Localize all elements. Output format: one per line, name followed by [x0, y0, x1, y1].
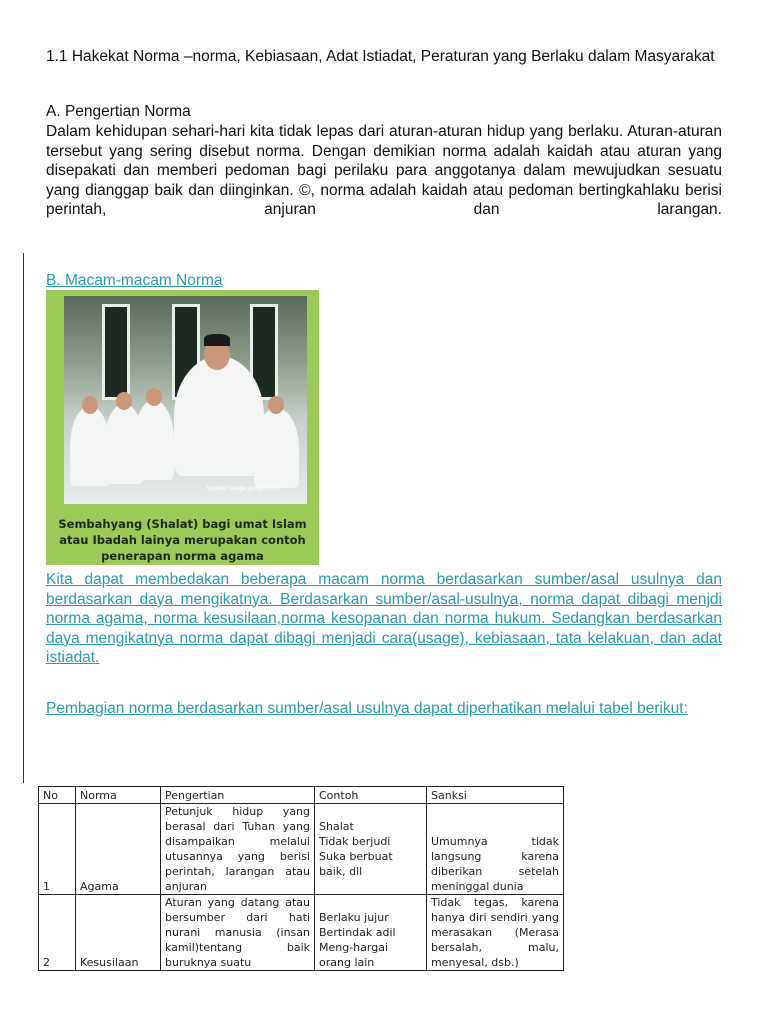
header-contoh: Contoh [315, 787, 427, 804]
table-row [39, 804, 564, 895]
figure-caption: Sembahyang (Shalat) bagi umat Islam atau Ibadah lainya merupakan contoh penerapan norma agama [58, 517, 307, 563]
cell-pengertian: Aturan yang datang atau bersumber dari hati nurani manusia (insan kamil)tentang baik buruknya suatu [161, 895, 315, 971]
norma-table [38, 786, 564, 971]
contoh-item: Tidak berjudi [319, 835, 391, 848]
cell-norma: Kesusilaan [76, 895, 161, 971]
prayer-photo [64, 296, 307, 504]
cell-contoh [315, 804, 427, 895]
table-header-row [39, 787, 564, 804]
header-pengertian: Pengertian [161, 787, 315, 804]
cell-contoh [315, 895, 427, 971]
cell-sanksi: Tidak tegas, karena hanya diri sendiri yang merasakan (Merasa bersalah, malu, menyesal, dsb.) [427, 895, 564, 971]
contoh-item: Berlaku jujur [319, 911, 389, 924]
cell-norma: Agama [76, 804, 161, 895]
norma-agama-figure [46, 290, 319, 565]
image-credit: Sumber: image.google.com [205, 486, 279, 492]
table-row [39, 895, 564, 971]
header-no: No [39, 787, 76, 804]
cell-pengertian: Petunjuk hidup yang berasal dari Tuhan yang disampaikan melalui utusannya yang berisi perintah, larangan atau anjuran [161, 804, 315, 895]
header-sanksi: Sanksi [427, 787, 564, 804]
contoh-item: Bertindak adil [319, 926, 396, 939]
cell-sanksi: Umumnya tidak langsung karena diberikan setelah meninggal dunia [427, 804, 564, 895]
contoh-item: Shalat [319, 820, 354, 833]
table-intro[interactable]: Pembagian norma berdasarkan sumber/asal usulnya dapat diperhatikan melalui tabel berikut: [46, 700, 688, 717]
cell-no: 2 [39, 895, 76, 971]
section-a-title: A. Pengertian Norma [46, 103, 191, 120]
header-norma: Norma [76, 787, 161, 804]
cell-no: 1 [39, 804, 76, 895]
section-b-title[interactable]: B. Macam-macam Norma [46, 272, 223, 289]
contoh-item: Suka berbuat baik, dll [319, 850, 393, 878]
section-b-paragraph[interactable]: Kita dapat membedakan beberapa macam norma berdasarkan sumber/asal usulnya dan berdasarkan daya mengikatnya. Berdasarkan sumber/asal-usulnya, norma dapat dibagi menjdi norma agama, norma kesusilaan,norma kesopanan dan norma hukum. Sedangkan berdasarkan daya mengikatnya norma dapat dibagi menjadi cara(usage), kebiasaan, tata kelakuan, dan adat istiadat. [46, 571, 722, 666]
contoh-item: Meng-hargai orang lain [319, 941, 389, 969]
margin-line [23, 253, 24, 783]
document-heading: 1.1 Hakekat Norma –norma, Kebiasaan, Adat Istiadat, Peraturan yang Berlaku dalam Masyarakat [46, 48, 715, 65]
section-a-body: Dalam kehidupan sehari-hari kita tidak lepas dari aturan-aturan hidup yang berlaku. Aturan-aturan tersebut yang sering disebut norma. Dengan demikian norma adalah kaidah atau aturan yang disepakati dan memberi pedoman bagi perilaku para anggotanya dalam mewujudkan sesuatu yang dianggap baik dan diinginkan. ©, norma adalah kaidah atau pedoman bertingkahlaku berisi perintah, anjuran dan larangan. [46, 123, 722, 218]
